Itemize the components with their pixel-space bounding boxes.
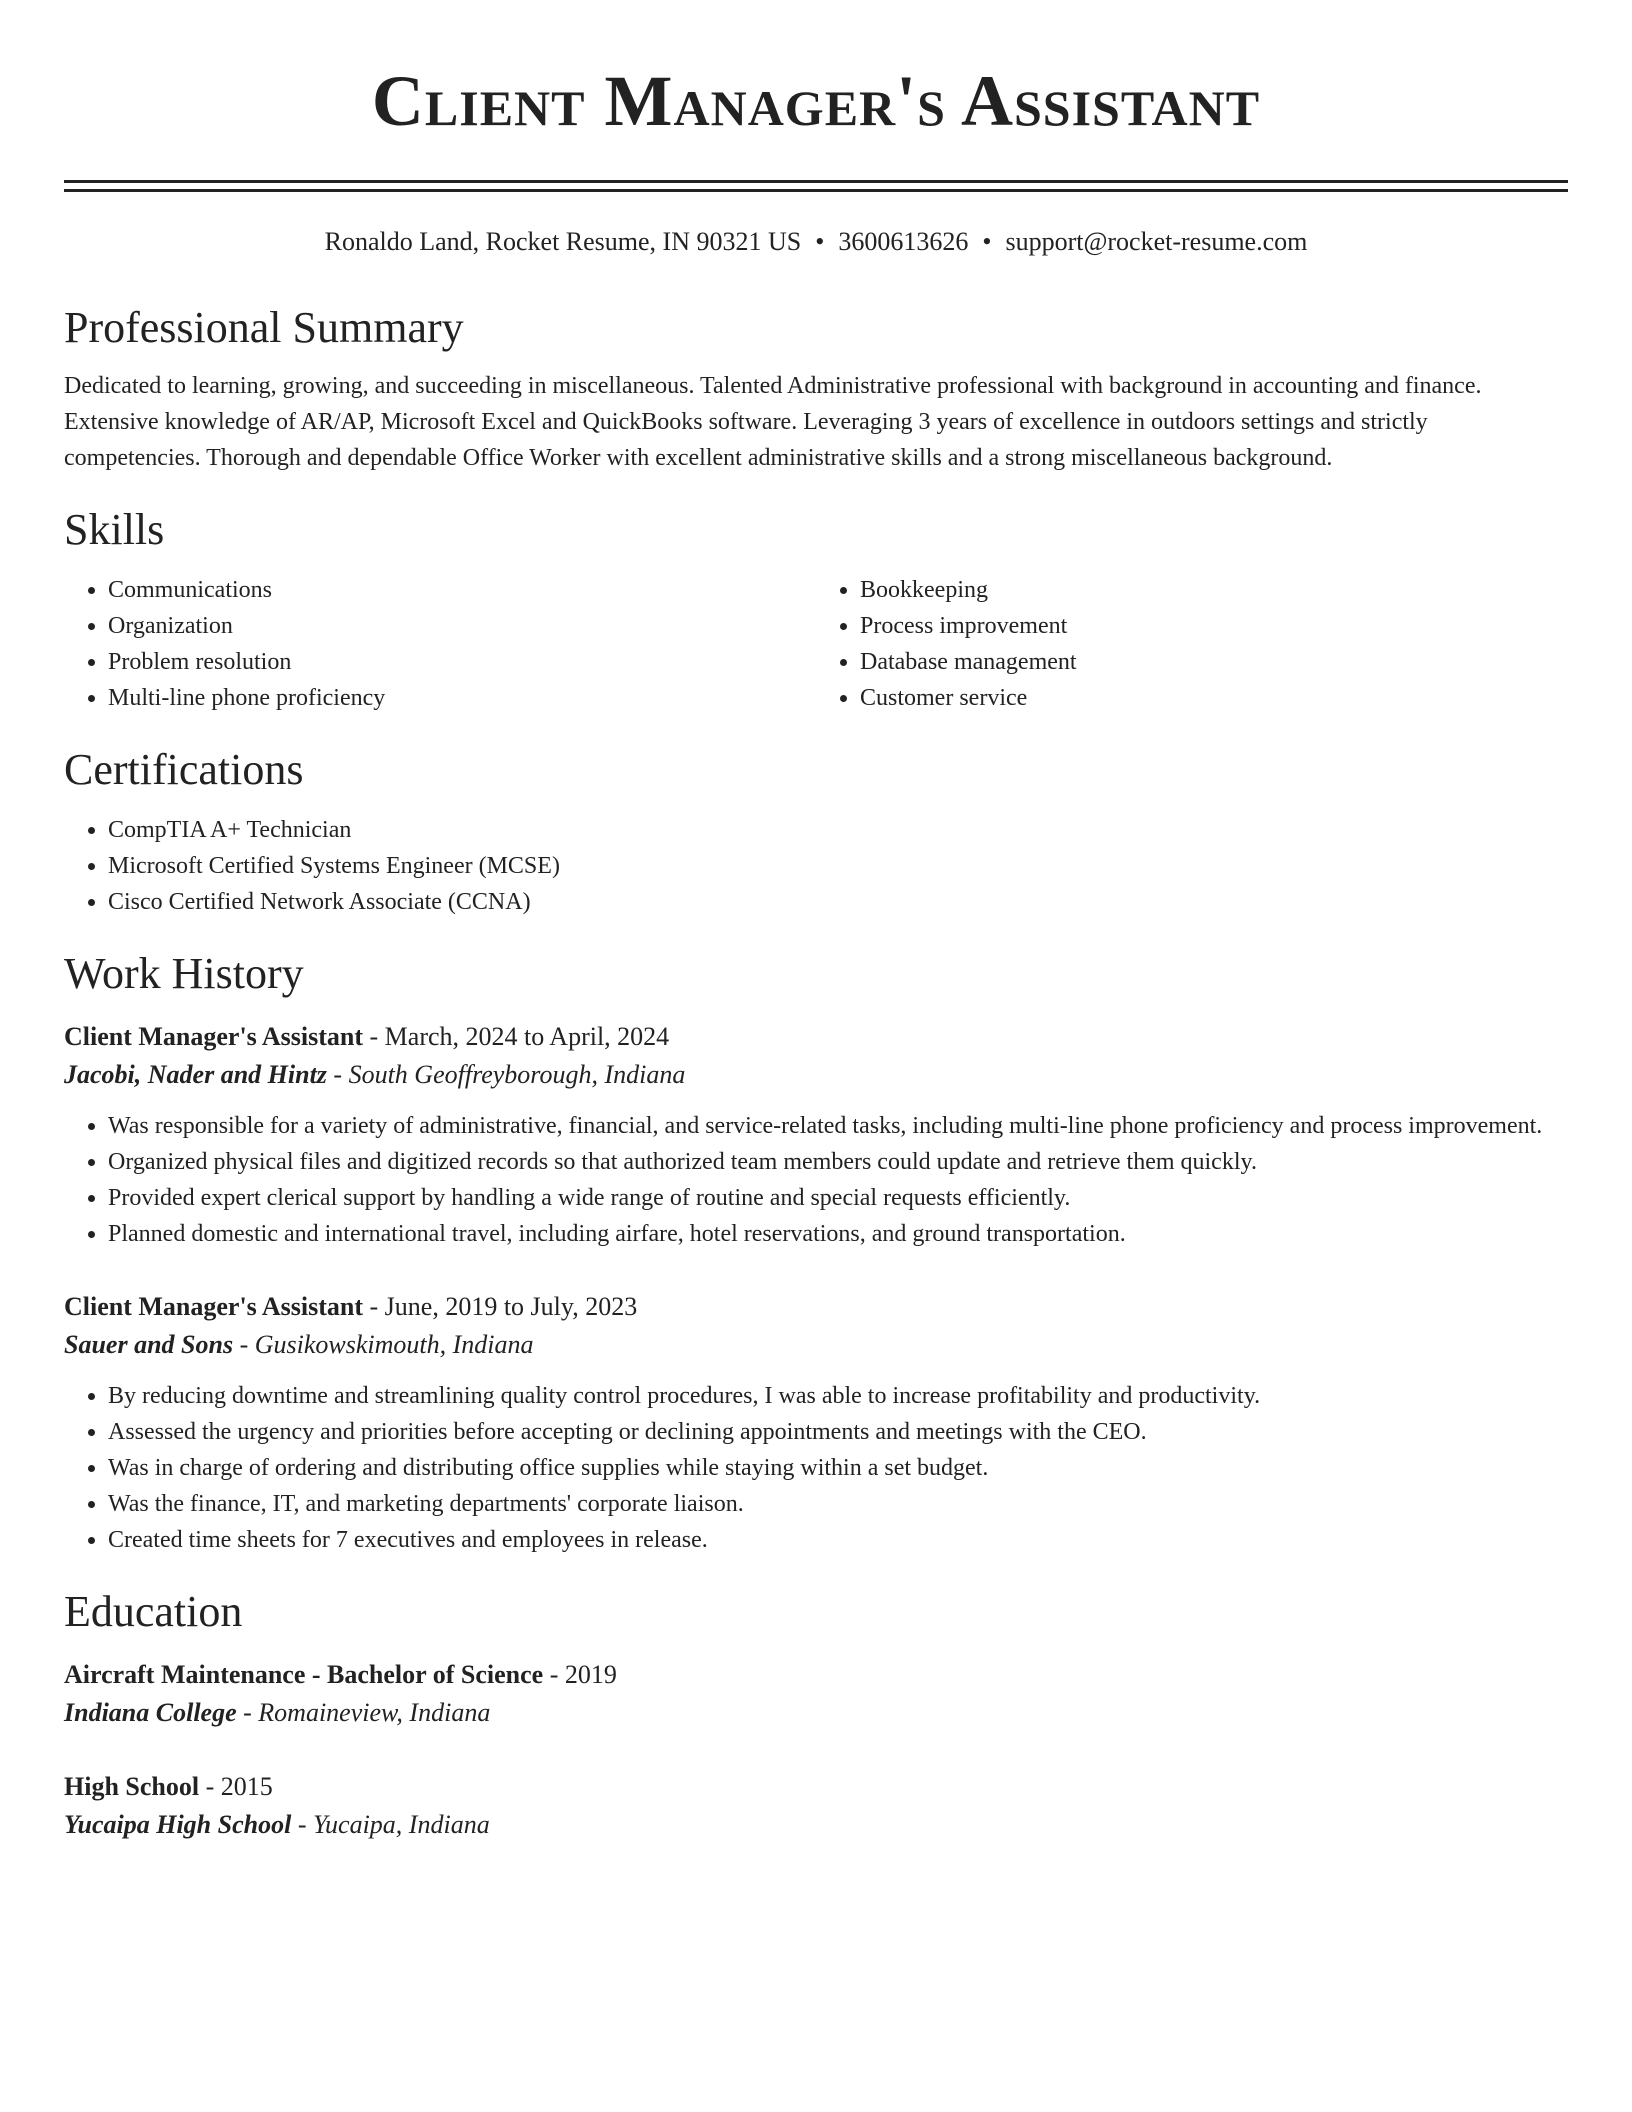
- job-bullets: [64, 1378, 1568, 1558]
- job-company: Sauer and Sons: [64, 1330, 234, 1359]
- job-bullet: • Provided expert clerical support by handling a wide range of routine and special requests efficiently.: [108, 1180, 1568, 1216]
- education-school: Indiana College: [64, 1698, 237, 1727]
- job-location: - South Geoffreyborough, Indiana: [326, 1060, 686, 1089]
- title-rule-bottom: [64, 189, 1568, 192]
- job-bullets: [64, 1108, 1568, 1252]
- skills-list-right: [816, 572, 1568, 716]
- contact-line: [64, 226, 1568, 258]
- skills-heading: Skills: [64, 505, 165, 554]
- summary-heading: Professional Summary: [64, 303, 464, 352]
- job-title-line: [64, 1288, 1568, 1326]
- job-bullet: • Planned domestic and international travel, including airfare, hotel reservations, and ground transportation.: [108, 1216, 1568, 1252]
- skill-item: • Process improvement: [860, 608, 1568, 644]
- education-entry: [64, 1656, 1568, 1732]
- job-bullet: • Was in charge of ordering and distributing office supplies while staying within a set budget.: [108, 1450, 1568, 1486]
- skills-columns: [64, 572, 1568, 716]
- job-location: - Gusikowskimouth, Indiana: [233, 1330, 534, 1359]
- skill-item: • Multi-line phone proficiency: [108, 680, 816, 716]
- job-entry: [64, 1288, 1568, 1558]
- certification-item: • Cisco Certified Network Associate (CCNA): [108, 884, 1568, 920]
- summary-text: Dedicated to learning, growing, and succeeding in miscellaneous. Talented Administrative professional with background in accounting and finance. Extensive knowledge of AR/AP, Microsoft Excel and QuickBooks software. Leveraging 3 years of excellence in outdoors settings and strictly competencies. Thorough and dependable Office Worker with excellent administrative skills and a strong miscellaneous background.: [64, 373, 1482, 471]
- skill-item: • Communications: [108, 572, 816, 608]
- job-title-line: [64, 1018, 1568, 1056]
- contact-separator: •: [815, 227, 825, 256]
- education-degree: Aircraft Maintenance - Bachelor of Science: [64, 1660, 544, 1689]
- certification-item: • CompTIA A+ Technician: [108, 812, 1568, 848]
- job-title: Client Manager's Assistant: [64, 1292, 363, 1321]
- certifications-list: [64, 812, 1568, 920]
- skills-list-left: [64, 572, 816, 716]
- job-company: Jacobi, Nader and Hintz: [64, 1060, 327, 1089]
- education-year: - 2019: [543, 1660, 617, 1689]
- skill-item: • Database management: [860, 644, 1568, 680]
- education-degree-line: [64, 1656, 1568, 1694]
- job-entry: [64, 1018, 1568, 1252]
- education-entry: [64, 1768, 1568, 1844]
- education-school-line: [64, 1694, 1568, 1732]
- education-location: - Yucaipa, Indiana: [291, 1810, 490, 1839]
- job-company-line: [64, 1056, 1568, 1094]
- job-title: Client Manager's Assistant: [64, 1022, 363, 1051]
- job-bullet: • Organized physical files and digitized records so that authorized team members could update and retrieve them quickly.: [108, 1144, 1568, 1180]
- education-degree-line: [64, 1768, 1568, 1806]
- certification-item: • Microsoft Certified Systems Engineer (MCSE): [108, 848, 1568, 884]
- work-history-heading: Work History: [64, 949, 304, 998]
- certifications-heading: Certifications: [64, 745, 304, 794]
- education-school-line: [64, 1806, 1568, 1844]
- contact-separator: •: [982, 227, 992, 256]
- skill-item: • Organization: [108, 608, 816, 644]
- job-dates: - June, 2019 to July, 2023: [363, 1292, 638, 1321]
- job-dates: - March, 2024 to April, 2024: [363, 1022, 670, 1051]
- job-company-line: [64, 1326, 1568, 1364]
- resume-title: Client Manager's Assistant: [371, 61, 1261, 141]
- education-degree: High School: [64, 1772, 200, 1801]
- contact-phone: 3600613626: [838, 227, 969, 256]
- title-rule-top: [64, 180, 1568, 183]
- contact-address: Ronaldo Land, Rocket Resume, IN 90321 US: [324, 227, 802, 256]
- skill-item: • Customer service: [860, 680, 1568, 716]
- job-bullet: • By reducing downtime and streamlining quality control procedures, I was able to increase profitability and productivity.: [108, 1378, 1568, 1414]
- skill-item: • Bookkeeping: [860, 572, 1568, 608]
- education-year: - 2015: [199, 1772, 273, 1801]
- job-bullet: • Created time sheets for 7 executives and employees in release.: [108, 1522, 1568, 1558]
- contact-email: support@rocket-resume.com: [1005, 227, 1308, 256]
- job-bullet: • Was the finance, IT, and marketing departments' corporate liaison.: [108, 1486, 1568, 1522]
- job-bullet: • Assessed the urgency and priorities before accepting or declining appointments and meetings with the CEO.: [108, 1414, 1568, 1450]
- education-heading: Education: [64, 1587, 243, 1636]
- skill-item: • Problem resolution: [108, 644, 816, 680]
- job-bullet: • Was responsible for a variety of administrative, financial, and service-related tasks, including multi-line phone proficiency and process improvement.: [108, 1108, 1568, 1144]
- education-location: - Romaineview, Indiana: [236, 1698, 491, 1727]
- education-school: Yucaipa High School: [64, 1810, 292, 1839]
